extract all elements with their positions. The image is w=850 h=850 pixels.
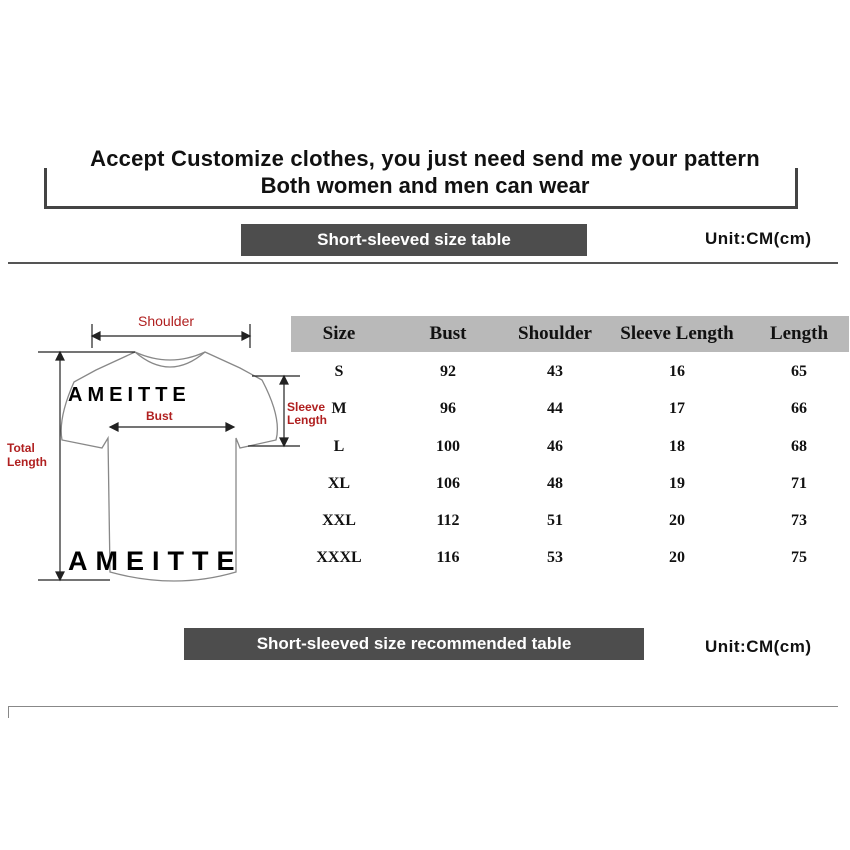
table-cell-shoulder: 51 [547,512,563,529]
table-cell-bust: 96 [440,400,456,417]
divider-tick [8,706,9,718]
table-cell-size: XL [327,475,351,492]
recommended-table-banner: Short-sleeved size recommended table [184,628,644,660]
bust-label: Bust [146,409,173,423]
table-cell-sleeve-length: 20 [669,549,685,566]
table-cell-sleeve-length: 18 [669,438,685,455]
table-cell-length: 71 [791,475,807,492]
table-cell-bust: 112 [436,512,460,529]
table-cell-sleeve-length: 20 [669,512,685,529]
bust-arrow-icon [110,423,234,431]
sleeve-label-line1: Sleeve [287,400,326,414]
table-cell-bust: 116 [436,549,460,566]
table-cell-size: S [334,363,344,380]
table-header-shoulder: Shoulder [518,323,592,344]
table-header-size: Size [322,323,356,344]
table-header-length: Length [769,323,829,344]
brand-logo-small: AMEITTE [68,384,191,406]
headline-unisex: Both women and men can wear [260,173,590,198]
table-cell-shoulder: 53 [547,549,563,566]
table-cell-shoulder: 43 [547,363,563,380]
table-cell-size: XXL [322,512,356,529]
table-cell-size: M [331,400,347,417]
size-table-banner: Short-sleeved size table [241,224,587,256]
table-cell-shoulder: 46 [547,438,563,455]
table-cell-size: L [333,438,345,455]
table-header-sleeve-length: Sleeve Length [620,323,734,344]
table-cell-sleeve-length: 16 [669,363,685,380]
table-cell-length: 73 [791,512,807,529]
sleeve-label-line2: Length [287,413,327,427]
table-header-bust: Bust [429,323,467,344]
total-length-label [7,441,47,469]
table-cell-shoulder: 48 [547,475,563,492]
unit-label: Unit:CM(cm) [705,229,812,248]
divider-2 [8,706,838,707]
brand-logo-large: AMEITTE [68,546,243,576]
divider [8,262,838,264]
table-cell-length: 66 [791,400,807,417]
headline-custom: Accept Customize clothes, you just need send me your pattern [90,146,760,171]
table-cell-length: 75 [791,549,807,566]
table-cell-sleeve-length: 19 [669,475,685,492]
total-label-line2: Length [7,455,47,469]
table-cell-shoulder: 44 [547,400,563,417]
table-cell-length: 65 [791,363,807,380]
table-cell-length: 68 [791,438,807,455]
table-cell-bust: 100 [436,438,460,455]
table-cell-bust: 106 [436,475,460,492]
unit-label-2: Unit:CM(cm) [705,637,812,656]
shoulder-label: Shoulder [138,313,195,329]
table-cell-sleeve-length: 17 [669,400,685,417]
total-label-line1: Total [7,441,35,455]
table-cell-bust: 92 [440,363,456,380]
table-cell-size: XXXL [316,549,362,566]
